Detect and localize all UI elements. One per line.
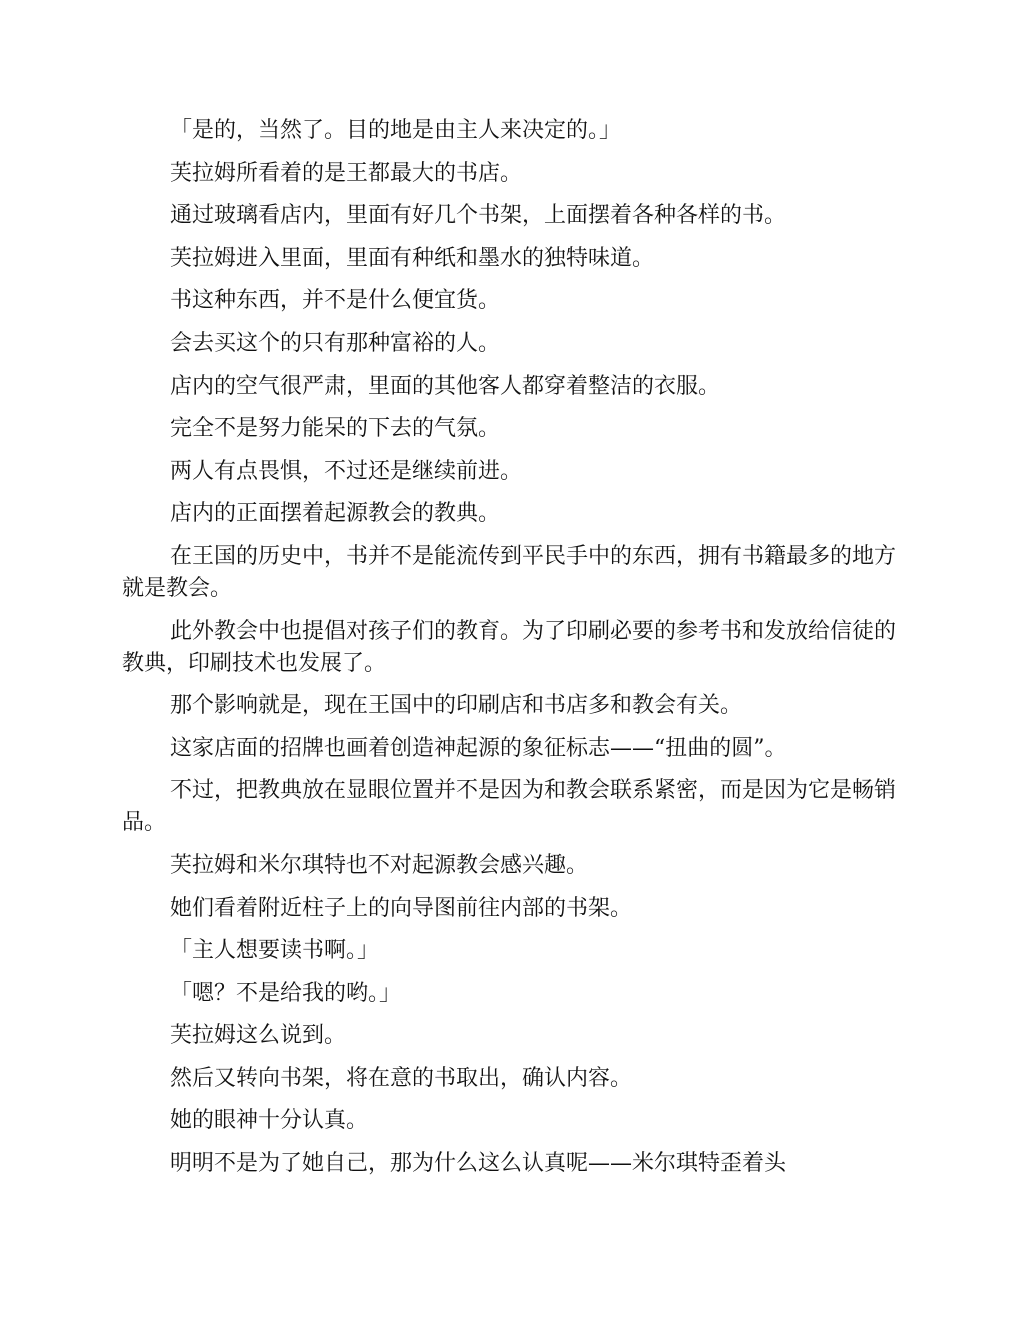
paragraph: 那个影响就是，现在王国中的印刷店和书店多和教会有关。 bbox=[170, 693, 743, 719]
paragraph: 会去买这个的只有那种富裕的人。 bbox=[170, 330, 501, 356]
paragraph: 此外教会中也提倡对孩子们的教育。为了印刷必要的参考书和发放给信徒的教典，印刷技术也发展了。 bbox=[122, 618, 897, 676]
paragraph: 明明不是为了她自己，那为什么这么认真呢——米尔琪特歪着头 bbox=[170, 1151, 787, 1177]
paragraph: 芙拉姆和米尔琪特也不对起源教会感兴趣。 bbox=[170, 852, 589, 878]
paragraph: 「是的，当然了。目的地是由主人来决定的。」 bbox=[170, 118, 622, 143]
paragraph: 店内的空气很严肃，里面的其他客人都穿着整洁的衣服。 bbox=[170, 373, 721, 399]
paragraph: 芙拉姆这么说到。 bbox=[170, 1023, 347, 1049]
paragraph: 书这种东西，并不是什么便宜货。 bbox=[170, 288, 501, 314]
paragraph: 她的眼神十分认真。 bbox=[170, 1108, 369, 1134]
paragraph: 这家店面的招牌也画着创造神起源的象征标志——“扭曲的圆”。 bbox=[170, 735, 787, 761]
paragraph: 完全不是努力能呆的下去的气氛。 bbox=[170, 416, 501, 442]
paragraph: 她们看着附近柱子上的向导图前往内部的书架。 bbox=[170, 895, 633, 921]
paragraph: 两人有点畏惧，不过还是继续前进。 bbox=[170, 458, 523, 484]
paragraph: 然后又转向书架，将在意的书取出，确认内容。 bbox=[170, 1065, 633, 1091]
paragraph: 「主人想要读书啊。」 bbox=[170, 938, 380, 964]
paragraph: 芙拉姆进入里面，里面有种纸和墨水的独特味道。 bbox=[170, 245, 655, 271]
paragraph: 在王国的历史中，书并不是能流传到平民手中的东西，拥有书籍最多的地方就是教会。 bbox=[122, 543, 897, 601]
text-body bbox=[122, 115, 898, 1191]
paragraph: 「嗯？不是给我的哟。」 bbox=[170, 980, 402, 1006]
paragraph: 芙拉姆所看着的是王都最大的书店。 bbox=[170, 160, 523, 186]
paragraph: 通过玻璃看店内，里面有好几个书架，上面摆着各种各样的书。 bbox=[170, 203, 787, 229]
paragraph: 不过，把教典放在显眼位置并不是因为和教会联系紧密，而是因为它是畅销品。 bbox=[122, 778, 897, 836]
paragraph: 店内的正面摆着起源教会的教典。 bbox=[170, 501, 501, 527]
